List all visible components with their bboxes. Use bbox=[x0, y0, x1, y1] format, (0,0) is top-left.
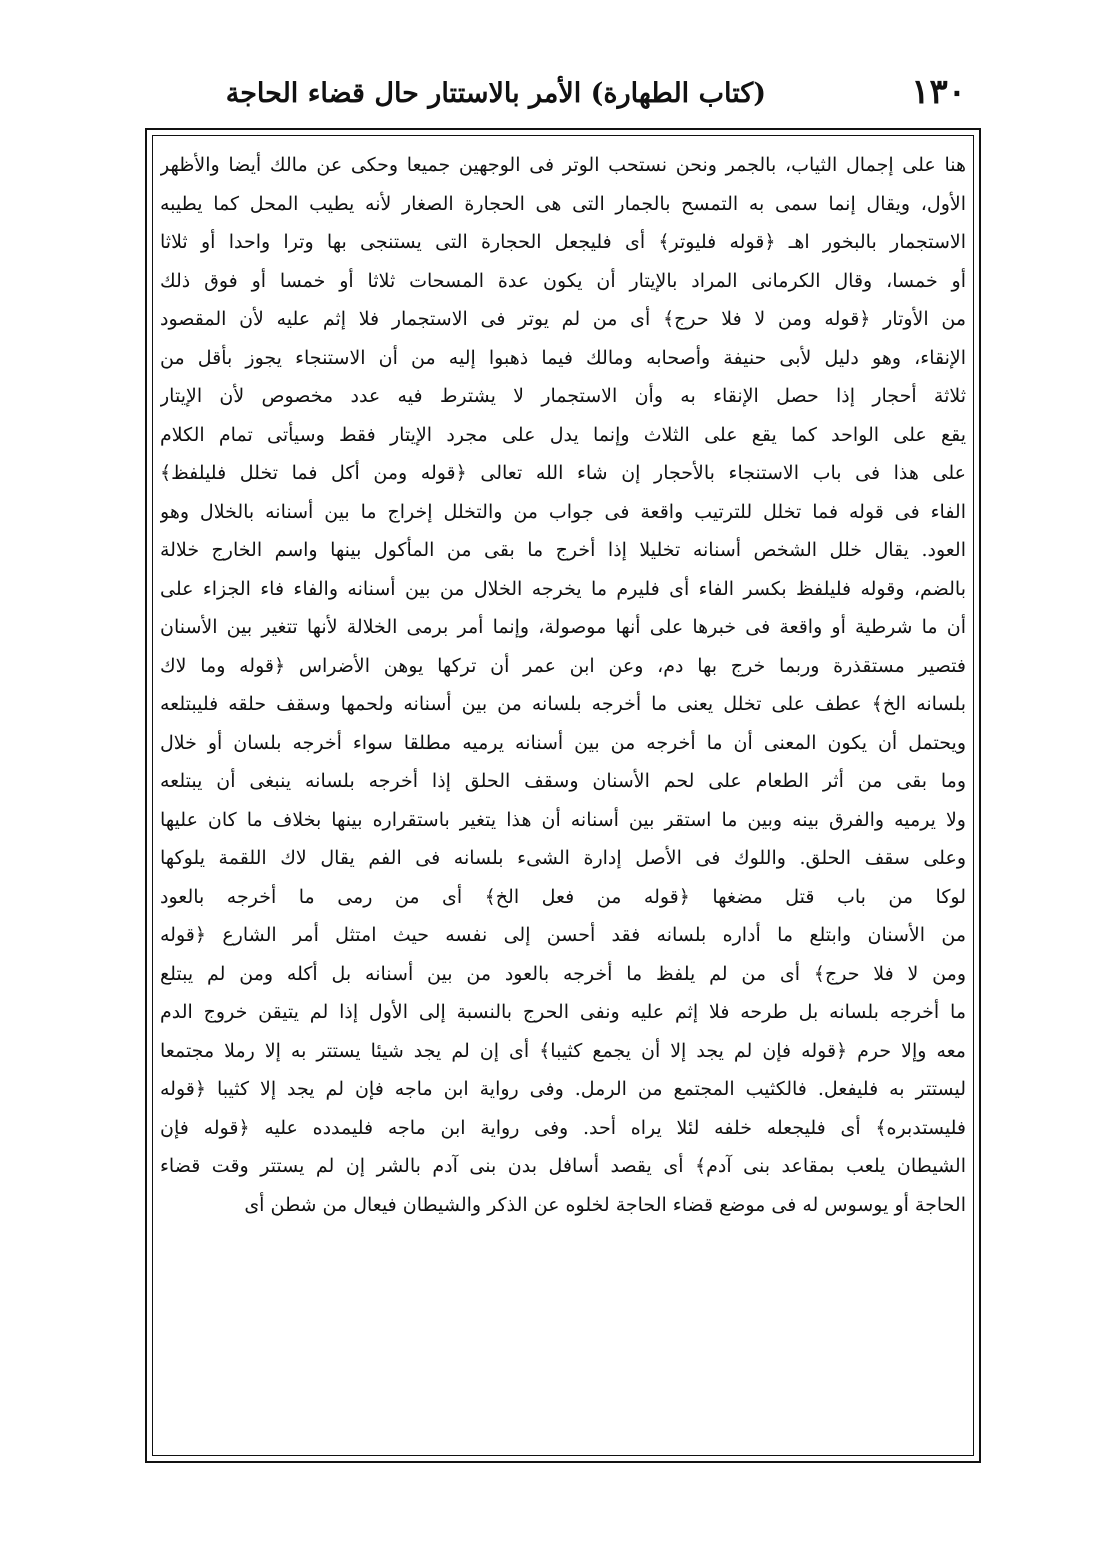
text-line: الحاجة أو يوسوس له فى موضع قضاء الحاجة لخلوه عن الذكر والشيطان فيعال من شطن أى bbox=[244, 1193, 966, 1216]
text-line: من الأسنان وابتلع ما أداره بلسانه فقد أحسن إلى نفسه حيث امتثل أمر الشارع ﴿قوله bbox=[160, 924, 966, 946]
text-line: يقع على الواحد كما يقع على الثلاث وإنما يدل على مجرد الإيتار فقط وسيأتى تمام الكلام bbox=[160, 423, 966, 446]
text-line: معه وإلا حرم ﴿قوله فإن لم يجد إلا أن يجمع كثيبا﴾ أى إن لم يجد شيئا يستتر به إلا رملا مجتمعا bbox=[160, 1039, 966, 1062]
text-line: الأول، ويقال إنما سمى به التمسح بالجمار التى هى الحجارة الصغار لأنه يطيب المحل كما يطيبه bbox=[160, 192, 966, 215]
text-line: الإنقاء، وهو دليل لأبى حنيفة وأصحابه ومالك فيما ذهبوا إليه من أن الاستنجاء يجوز بأقل من bbox=[160, 346, 966, 369]
running-title: (كتاب الطهارة) الأمر بالاستتار حال قضاء الحاجة bbox=[225, 78, 766, 109]
text-line: ولا يرميه والفرق بينه وبين ما استقر بين أسنانه أن هذا يتغير باستقراره بينها بخلاف ما كان عليها bbox=[160, 808, 966, 831]
text-line: الاستجمار بالبخور اهـ ﴿قوله فليوتر﴾ أى فليجعل الحجارة التى يستنجى بها وترا واحدا أو ثلاثا bbox=[160, 231, 966, 253]
text-line: ليستتر به فليفعل. فالكثيب المجتمع من الرمل. وفى رواية ابن ماجه فإن لم يجد إلا كثيبا ﴿قوله bbox=[160, 1078, 966, 1100]
text-line: وما بقى من أثر الطعام على لحم الأسنان وسقف الحلق إذا أخرجه بلسانه ينبغى أن يبتلعه bbox=[160, 770, 966, 792]
text-line: ما أخرجه بلسانه بل طرحه فلا إثم عليه ونفى الحرج بالنسبة إلى الأول إذا لم يتيقن خروج الدم bbox=[160, 1001, 966, 1023]
text-line: ثلاثة أحجار إذا حصل الإنقاء به وأن الاستجمار لا يشترط فيه عدد مخصوص لأن الإيتار bbox=[160, 385, 966, 407]
text-line: بالضم، وقوله فليلفظ بكسر الفاء أى فليرم ما يخرجه الخلال من بين أسنانه والفاء فاء الجزاء على bbox=[160, 577, 966, 600]
page-header bbox=[150, 72, 966, 122]
text-line: على هذا فى باب الاستنجاء بالأحجار إن شاء الله تعالى ﴿قوله ومن أكل فما تخلل فليلفظ﴾ bbox=[160, 462, 966, 484]
text-line: ومن لا فلا حرج﴾ أى من لم يلفظ ما أخرجه بالعود من بين أسنانه بل أكله ومن لم يبتلع bbox=[160, 962, 966, 985]
text-line: وعلى سقف الحلق. واللوك فى الأصل إدارة الشىء بلسانه فى الفم يقال لاك اللقمة يلوكها bbox=[160, 847, 966, 869]
text-line: أن ما شرطية أو واقعة فى خبرها على أنها موصولة، وإنما أمر برمى الخلالة لأنها تتغير بين الأسنان bbox=[160, 616, 966, 638]
text-line: الفاء فى قوله فما تخلل للترتيب واقعة فى جواب من والتخلل إخراج ما بين أسنانه بالخلال وهو bbox=[160, 500, 966, 523]
text-line: فتصير مستقذرة وربما خرج بها دم، وعن ابن عمر أن تركها يوهن الأضراس ﴿قوله وما لاك bbox=[160, 654, 966, 677]
page-number: ١٣٠ bbox=[911, 72, 966, 112]
text-line: لوكا من باب قتل مضغها ﴿قوله من فعل الخ﴾ أى من رمى ما أخرجه بالعود bbox=[160, 885, 966, 908]
text-line: بلسانه الخ﴾ عطف على تخلل يعنى ما أخرجه بلسانه من بين أسنانه ولحمها وسقف حلقه فليبتلعه bbox=[160, 693, 966, 715]
commentary-text bbox=[160, 146, 966, 1446]
text-line: ويحتمل أن يكون المعنى أن ما أخرجه من بين أسنانه يرميه مطلقا سواء أخرجه بلسان أو خلال bbox=[160, 731, 966, 754]
text-line: العود. يقال خلل الشخص أسنانه تخليلا إذا أخرج ما بقى من المأكول بينها واسم الخارج خلالة bbox=[160, 539, 966, 561]
text-line: فليستدبره﴾ أى فليجعله خلفه لئلا يراه أحد. وفى رواية ابن ماجه فليمدده عليه ﴿قوله فإن bbox=[160, 1116, 966, 1139]
text-line: الشيطان يلعب بمقاعد بنى آدم﴾ أى يقصد أسافل بدن بنى آدم بالشر إن لم يستتر وقت قضاء bbox=[160, 1155, 966, 1177]
text-line: هنا على إجمال الثياب، بالجمر ونحن نستحب الوتر فى الوجهين جميعا وحكى عن مالك أيضا والأظهر bbox=[160, 154, 966, 176]
text-line: أو خمسا، وقال الكرمانى المراد بالإيتار أن يكون عدة المسحات ثلاثا أو خمسا أو فوق ذلك bbox=[160, 269, 966, 292]
text-line: من الأوتار ﴿قوله ومن لا فلا حرج﴾ أى من لم يوتر فى الاستجمار فلا إثم عليه لأن المقصود bbox=[160, 308, 966, 330]
